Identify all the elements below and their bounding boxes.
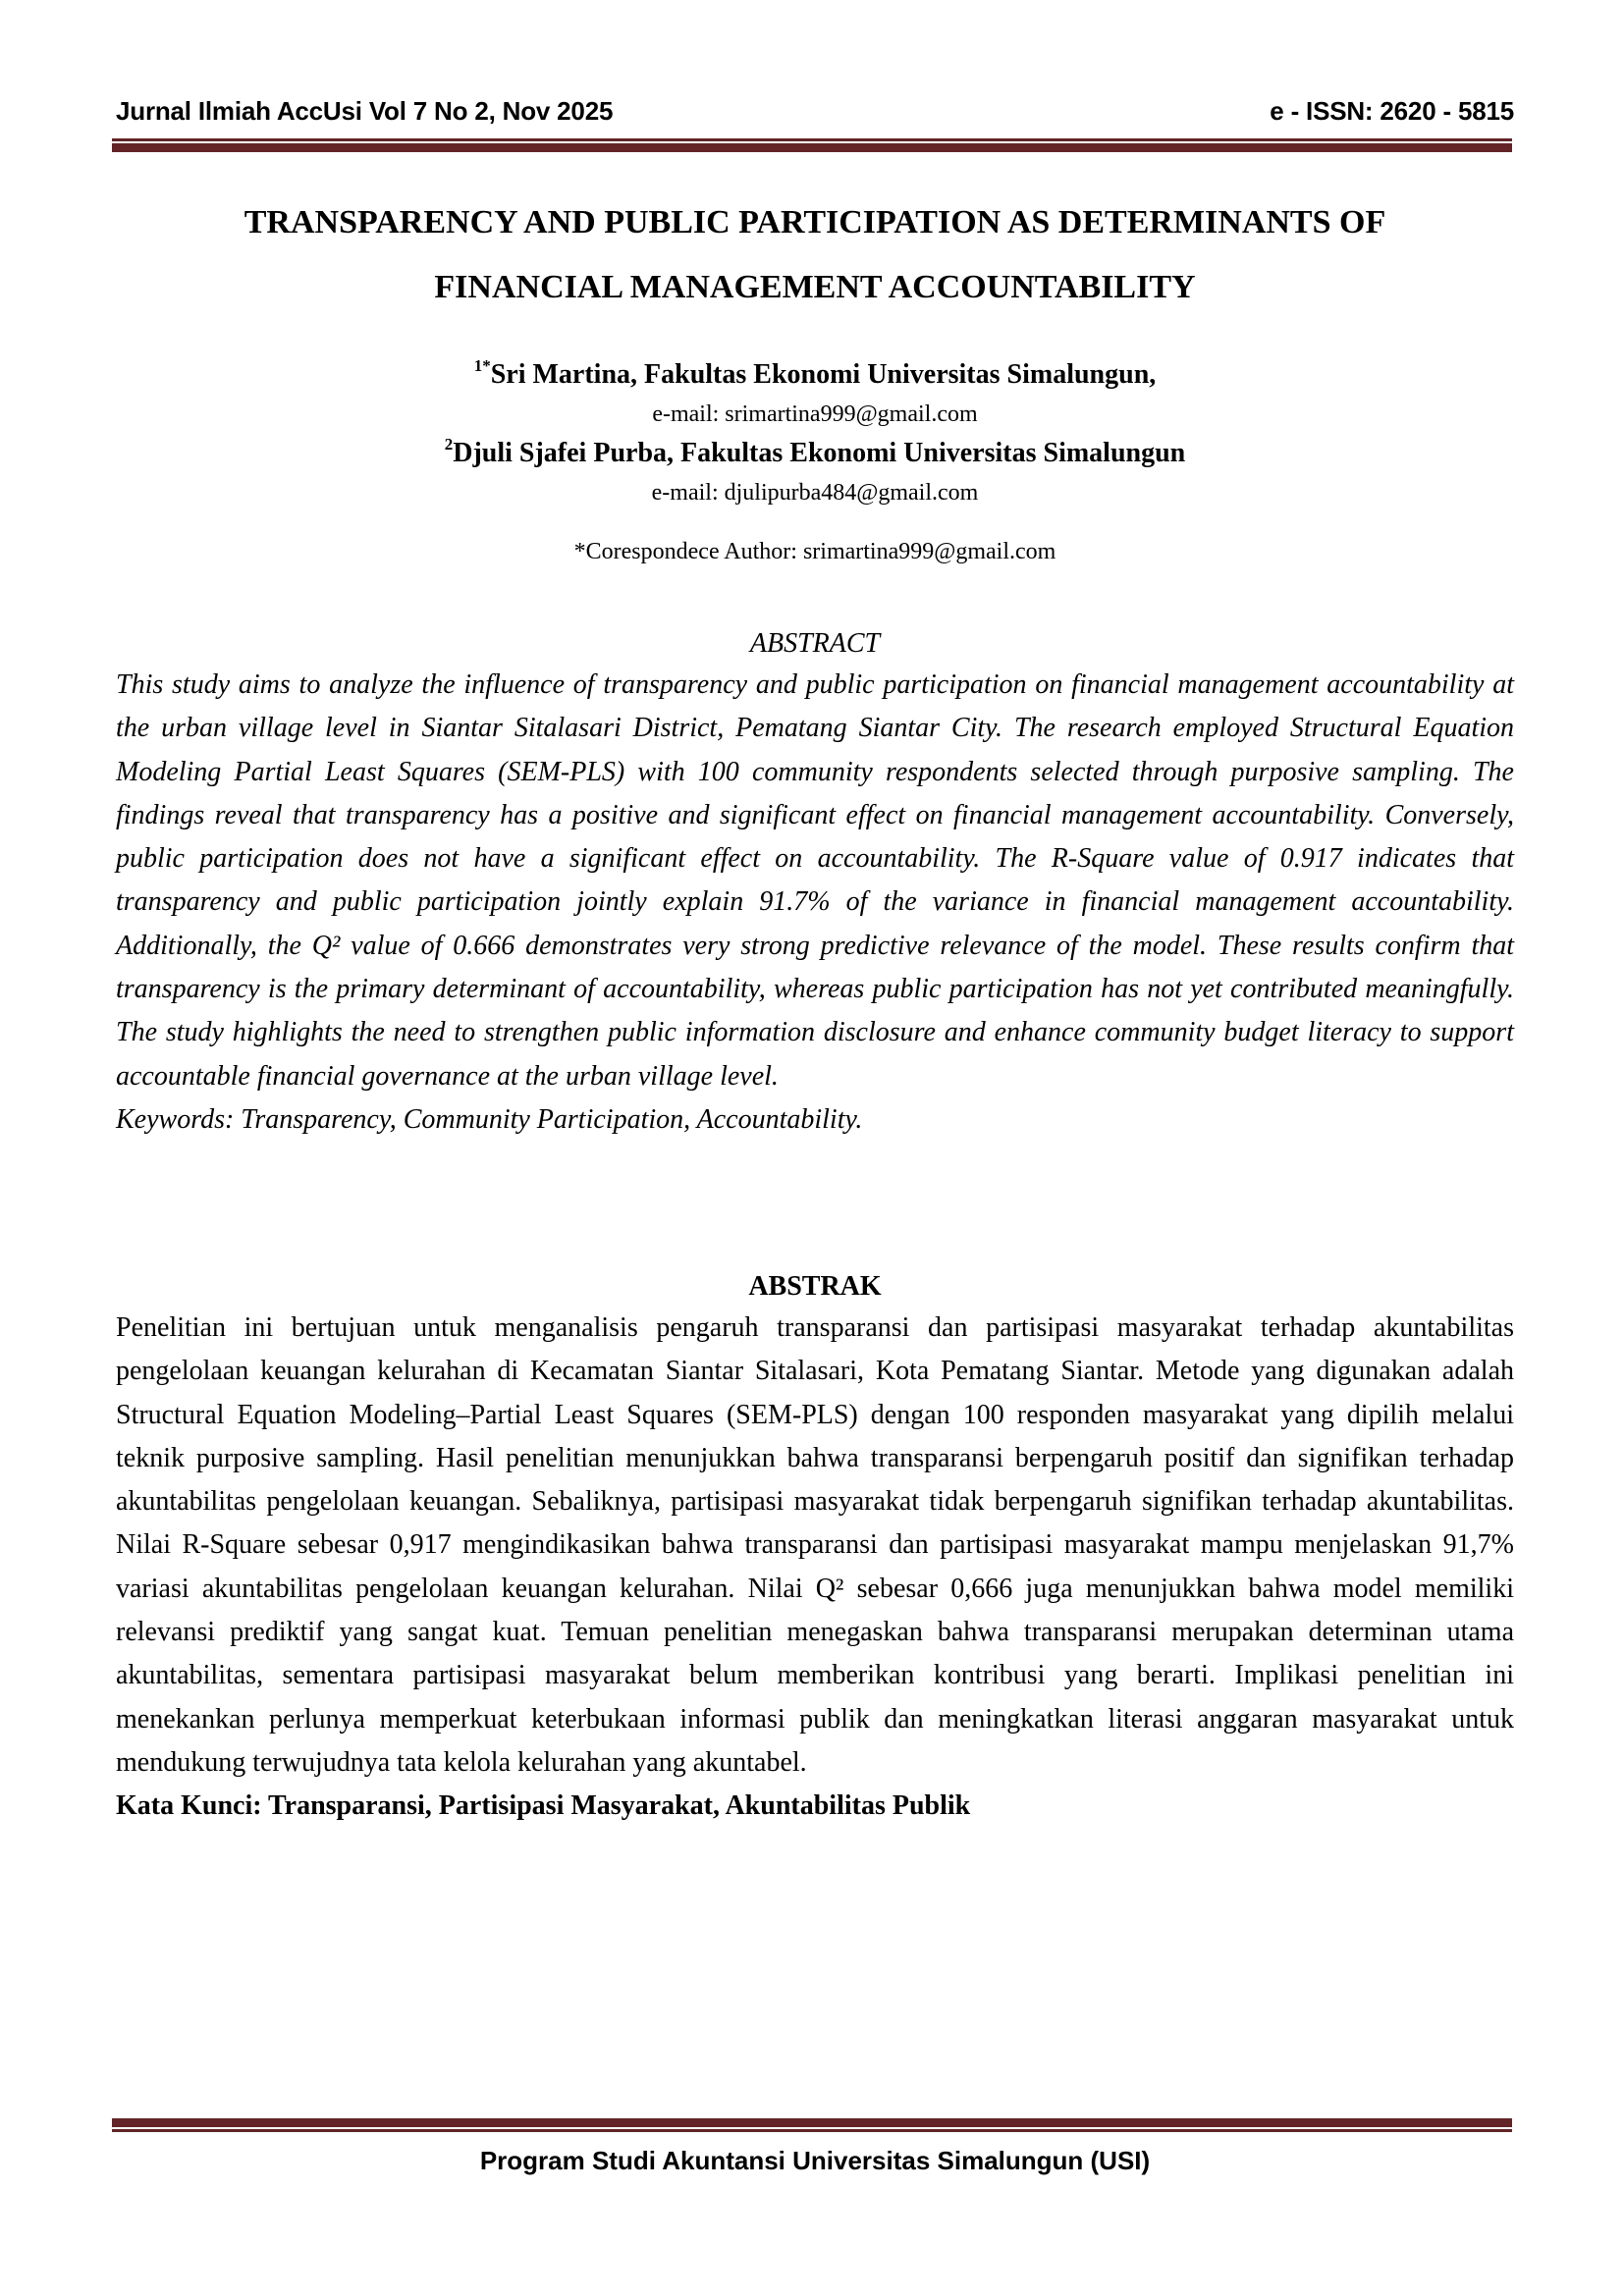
author-1: [116, 355, 1514, 395]
author-2: [116, 434, 1514, 473]
correspondence-author: *Corespondece Author: srimartina999@gmail.com: [573, 539, 1056, 564]
abstrak-section: [116, 1267, 1514, 1829]
journal-info: Jurnal Ilmiah AccUsi Vol 7 No 2, Nov 2025: [116, 96, 614, 126]
issn: e - ISSN: 2620 - 5815: [1270, 96, 1514, 126]
author-1-email[interactable]: e-mail: srimartina999@gmail.com: [652, 401, 978, 427]
abstrak-body: Penelitian ini bertujuan untuk menganalisis pengaruh transparansi dan partisipasi masyarakat terhadap akuntabilitas pengelolaan keuangan kelurahan di Kecamatan Siantar Sitalasari, Kota Pematang Siantar. Metode yang digunakan adalah Structural Equation Modeling–Partial Least Squares (SEM-PLS) dengan 100 responden masyarakat yang dipilih melalui teknik purposive sampling. Hasil penelitian menunjukkan bahwa transparansi berpengaruh positif dan signifikan terhadap akuntabilitas pengelolaan keuangan. Sebaliknya, partisipasi masyarakat tidak berpengaruh signifikan terhadap akuntabilitas. Nilai R-Square sebesar 0,917 mengindikasikan bahwa transparansi dan partisipasi masyarakat mampu menjelaskan 91,7% variasi akuntabilitas pengelolaan keuangan kelurahan. Nilai Q² sebesar 0,666 juga menunjukkan bahwa model memiliki relevansi prediktif yang sangat kuat. Temuan penelitian menegaskan bahwa transparansi merupakan determinan utama akuntabilitas, sementara partisipasi masyarakat belum memberikan kontribusi yang berarti. Implikasi penelitian ini menekankan perlunya memperkuat keterbukaan informasi publik dan meningkatkan literasi anggaran masyarakat untuk mendukung terwujudnya tata kelola kelurahan yang akuntabel.: [116, 1312, 1514, 1778]
abstract-heading: ABSTRACT: [749, 628, 881, 659]
abstract-body: This study aims to analyze the influence of transparency and public participation on financial management accountability at the urban village level in Siantar Sitalasari District, Pematang Siantar City. The research employed Structural Equation Modeling Partial Least Squares (SEM-PLS) with 100 community respondents selected through purposive sampling. The findings reveal that transparency has a positive and significant effect on financial management accountability. Conversely, public participation does not have a significant effect on accountability. The R-Square value of 0.917 indicates that transparency and public participation jointly explain 91.7% of the variance in financial management accountability. Additionally, the Q² value of 0.666 demonstrates very strong predictive relevance of the model. These results confirm that transparency is the primary determinant of accountability, whereas public participation has not yet contributed meaningfully. The study highlights the need to strengthen public information disclosure and enhance community budget literacy to support accountable financial governance at the urban village level.: [116, 669, 1514, 1092]
author-block: [116, 355, 1514, 571]
author-2-marker: 2: [444, 435, 454, 454]
page-footer: Program Studi Akuntansi Universitas Simalungun (USI): [479, 2146, 1151, 2175]
author-2-email[interactable]: e-mail: djulipurba484@gmail.com: [651, 480, 979, 506]
author-1-marker: 1*: [473, 356, 491, 375]
header-rule-thin: [112, 138, 1512, 141]
title-line-2: FINANCIAL MANAGEMENT ACCOUNTABILITY: [434, 269, 1196, 305]
abstrak-heading: ABSTRAK: [748, 1271, 882, 1302]
title-line-1: TRANSPARENCY AND PUBLIC PARTICIPATION AS DETERMINANTS OF: [244, 204, 1386, 240]
author-1-name: Sri Martina, Fakultas Ekonomi Universitas Simalungun,: [490, 359, 1157, 390]
header-rule-thick: [112, 143, 1512, 152]
footer-rule-thick: [112, 2118, 1512, 2127]
paper-title: [116, 190, 1514, 320]
running-header: [116, 96, 1514, 127]
author-2-name: Djuli Sjafei Purba, Fakultas Ekonomi Universitas Simalungun: [453, 438, 1186, 468]
footer-rule-thin: [112, 2129, 1512, 2132]
abstrak-keywords: Kata Kunci: Transparansi, Partisipasi Masyarakat, Akuntabilitas Publik: [116, 1790, 971, 1822]
abstract-section: [116, 624, 1514, 1142]
abstract-keywords: Keywords: Transparency, Community Participation, Accountability.: [116, 1103, 863, 1135]
